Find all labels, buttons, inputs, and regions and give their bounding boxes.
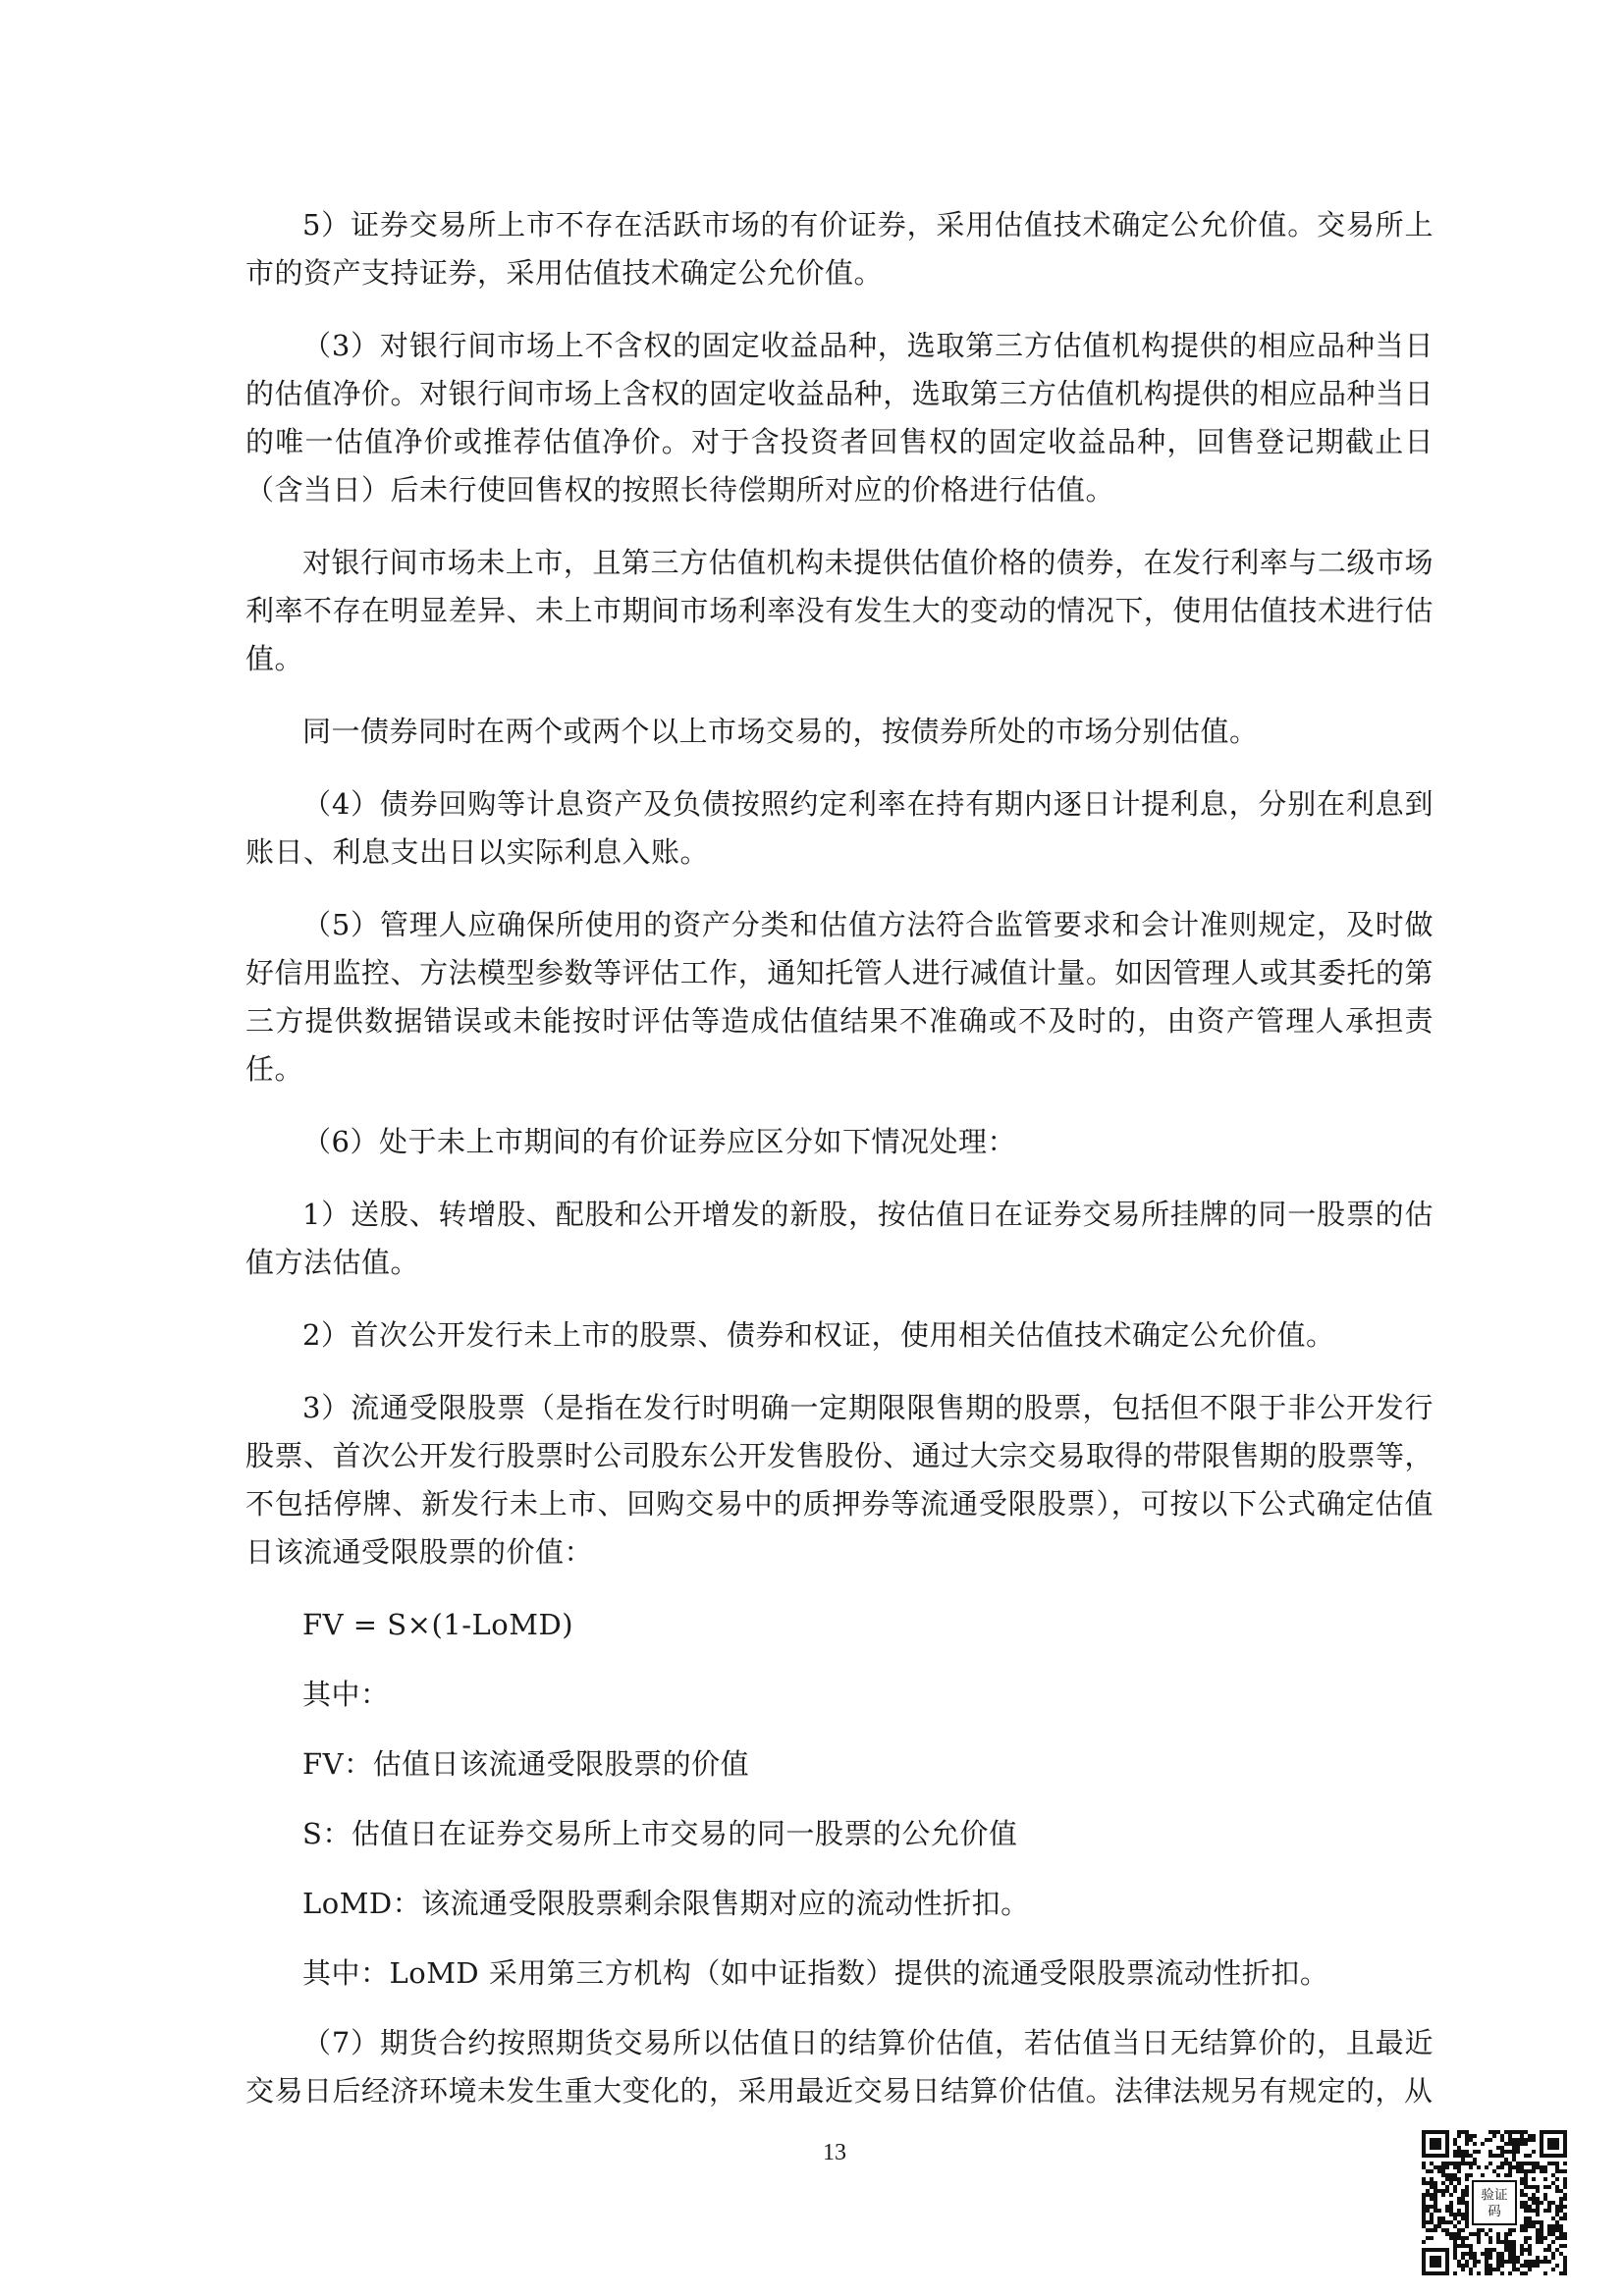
- paragraph-interbank-fixed-income: （3）对银行间市场上不含权的固定收益品种，选取第三方估值机构提供的相应品种当日的估值净价。对银行间市场上含权的固定收益品种，选取第三方估值机构提供的相应品种当日的唯一估值净价或推荐估值净价。对于含投资者回售权的固定收益品种，回售登记期截止日（含当日）后未行使回售权的按照长待偿期所对应的价格进行估值。: [245, 329, 1434, 507]
- definition-lomd: LoMD：该流通受限股票剩余限售期对应的流动性折扣。: [302, 1887, 1030, 1920]
- paragraph-interbank-unlisted-bonds: 对银行间市场未上市，且第三方估值机构未提供估值价格的债券，在发行利率与二级市场利率不存在明显差异、未上市期间市场利率没有发生大的变动的情况下，使用估值技术进行估值。: [245, 546, 1434, 675]
- paragraph-valuation-exchange-securities: 5）证券交易所上市不存在活跃市场的有价证券，采用估值技术确定公允价值。交易所上市的资产支持证券，采用估值技术确定公允价值。: [245, 208, 1434, 290]
- body-text: [245, 201, 1434, 2140]
- page-number: 13: [823, 2140, 846, 2165]
- definition-s: S：估值日在证券交易所上市交易的同一股票的公允价值: [302, 1817, 1018, 1850]
- qr-code-icon: [1422, 2130, 1567, 2275]
- qr-center-label-top: 验证: [1481, 2187, 1508, 2204]
- paragraph-restricted-stocks: 3）流通受限股票（是指在发行时明确一定期限限售期的股票，包括但不限于非公开发行股票、首次公开发行股票时公司股东公开发售股份、通过大宗交易取得的带限售期的股票等，不包括停牌、新发行未上市、回购交易中的质押券等流通受限股票），可按以下公式确定估值日该流通受限股票的价值：: [245, 1391, 1434, 1569]
- paragraph-manager-responsibility: （5）管理人应确保所使用的资产分类和估值方法符合监管要求和会计准则规定，及时做好信用监控、方法模型参数等评估工作，通知托管人进行减值计量。如因管理人或其委托的第三方提供数据错误或未能按时评估等造成估值结果不准确或不及时的，由资产管理人承担责任。: [245, 908, 1434, 1086]
- paragraph-multi-market-bonds: 同一债券同时在两个或两个以上市场交易的，按债券所处的市场分别估值。: [302, 715, 1259, 748]
- paragraph-where: 其中：: [302, 1678, 390, 1711]
- paragraph-repo-interest: （4）债券回购等计息资产及负债按照约定利率在持有期内逐日计提利息，分别在利息到账日、利息支出日以实际利息入账。: [245, 787, 1434, 869]
- paragraph-bonus-shares: 1）送股、转增股、配股和公开增发的新股，按估值日在证券交易所挂牌的同一股票的估值方法估值。: [245, 1198, 1434, 1279]
- formula-line: FV = S×(1-LoMD): [302, 1608, 574, 1641]
- definition-fv: FV：估值日该流通受限股票的价值: [302, 1747, 750, 1781]
- paragraph-ipo-unlisted: 2）首次公开发行未上市的股票、债券和权证，使用相关估值技术确定公允价值。: [302, 1318, 1335, 1352]
- paragraph-lomd-source: 其中：LoMD 采用第三方机构（如中证指数）提供的流通受限股票流动性折扣。: [302, 1956, 1329, 1990]
- paragraph-futures-valuation: （7）期货合约按照期货交易所以估值日的结算价估值，若估值当日无结算价的，且最近交易日后经济环境未发生重大变化的，采用最近交易日结算价估值。法律法规另有规定的，从: [245, 2026, 1434, 2108]
- qr-center-label-bottom: 码: [1488, 2204, 1501, 2220]
- paragraph-unlisted-securities-intro: （6）处于未上市期间的有价证券应区分如下情况处理：: [302, 1125, 1016, 1158]
